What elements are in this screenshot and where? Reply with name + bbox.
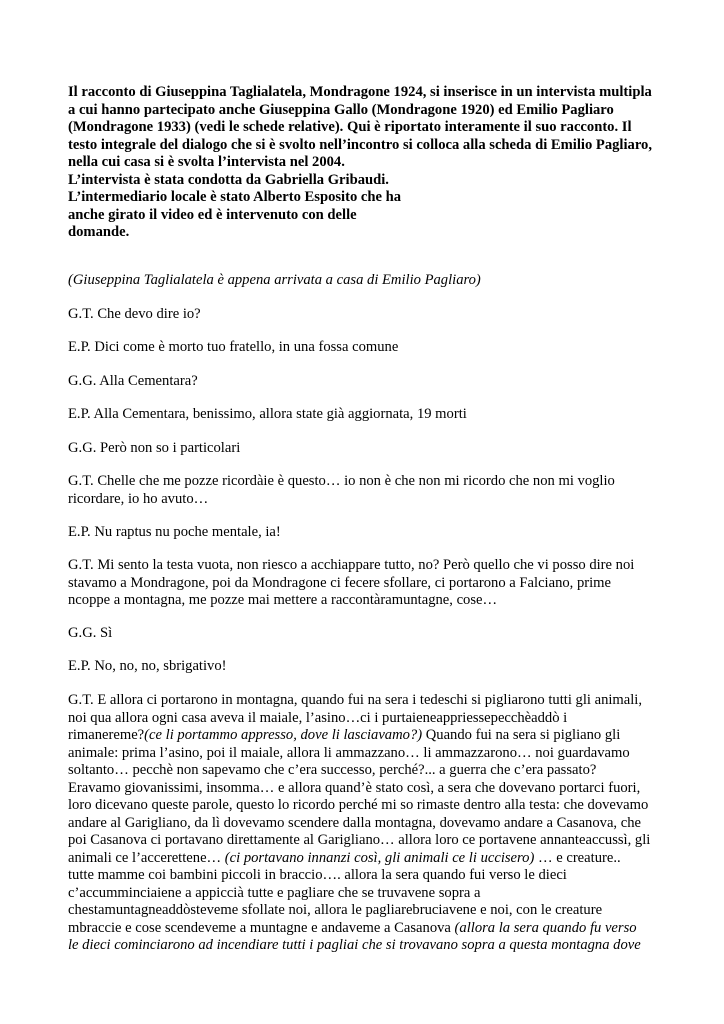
italic-translation: (allora la sera quando fu verso: [454, 919, 637, 936]
dialogue-line: G.T. Chelle che me pozze ricordàie è questo… io non è che non mi ricordo che non mi voglio: [68, 473, 615, 489]
text-span: … e creature..: [534, 849, 621, 866]
long-paragraph: [68, 692, 650, 955]
intro-line: anche girato il video ed è intervenuto con delle: [68, 206, 357, 223]
text-line: G.T. E allora ci portarono in montagna, quando fui na sera i tedeschi si pigliarono tutti gli animali,: [68, 692, 643, 708]
intro-line: a cui hanno partecipato anche Giuseppina Gallo (Mondragone 1920) ed Emilio Pagliaro: [68, 101, 614, 118]
dialogue-paragraph: [68, 473, 615, 508]
text-line: Eravamo giovanissimi, insomma… e allora quand’è stato così, a sera che dovevano portarci fuori,: [68, 779, 641, 796]
intro-line: domande.: [68, 224, 130, 240]
text-line: noi qua allora ogni casa aveva il maiale, l’asino…ci i purtaieneappriessepecchèaddò i: [68, 709, 568, 726]
italic-translation: (ci portavano innanzi così, gli animali ce li uccisero): [224, 849, 535, 866]
dialogue-line: stavamo a Mondragone, poi da Mondragone ci fecere sfollare, ci portarono a Falciano, prime: [68, 574, 612, 591]
text-span: animali ce l’accerettene…: [68, 849, 225, 866]
text-line: le dieci cominciarono ad incendiare tutti i pagliai che si trovavano sopra a questa montagna dove: [68, 937, 641, 953]
intro-paragraph: [68, 84, 658, 242]
text-span: Quando fui na sera si pigliano gli: [422, 727, 621, 743]
dialogue-paragraph: [68, 557, 634, 610]
document-page: [68, 84, 658, 953]
intro-line: Il racconto di Giuseppina Taglialatela, Mondragone 1924, si inserisce in un intervista multipla: [68, 84, 652, 100]
intro-line: L’intermediario locale è stato Alberto Esposito che ha: [68, 189, 402, 205]
text-span: rimanereme?: [68, 727, 145, 743]
italic-translation: (ce li portammo appresso, dove li lasciavamo?): [144, 727, 423, 743]
text-line: andare al Garigliano, da lì dovevamo scendere dalla montagna, dovevamo andare a Casanova, che: [68, 814, 641, 831]
intro-line: (Mondragone 1933) (vedi le schede relative). Qui è riportato interamente il suo racconto. Il: [68, 119, 632, 135]
dialogue-line: ncoppe a montagna, me pozze mai mettere a raccontàramuntagne, cose…: [68, 592, 498, 608]
dialogue-line: E.P. No, no, no, sbrigativo!: [68, 658, 227, 674]
dialogue-line: G.T. Che devo dire io?: [68, 306, 201, 322]
dialogue-line: G.G. Alla Cementara?: [68, 373, 198, 389]
dialogue-line: G.G. Sì: [68, 625, 113, 641]
text-line: [68, 727, 650, 745]
text-line: c’accumminciaiene a appiccià tutte e pagliare che se truvavene sopra a: [68, 884, 481, 901]
text-span: mbraccie e cose scendeveme a muntagne e andaveme a Casanova: [68, 919, 455, 936]
text-line: soltanto… pecchè non sapevamo che c’era successo, perché?... a guerra che c’era passato?: [68, 762, 597, 778]
intro-line: L’intervista è stata condotta da Gabriella Gribaudi.: [68, 171, 389, 188]
dialogue-line: E.P. Dici come è morto tuo fratello, in una fossa comune: [68, 339, 399, 355]
text-line: tutte mamme coi bambini piccoli in braccio…. allora la sera quando fui verso le dieci: [68, 867, 567, 883]
text-line: [68, 850, 650, 868]
text-line: chestamuntagneaddòsteveme sfollate noi, allora le pagliarebruciavene e noi, con le creature: [68, 902, 603, 918]
text-line: loro dicevano queste parole, questo lo ricordo perché mi so rimaste dentro alla testa: che dovevamo: [68, 797, 649, 813]
dialogue-line: G.T. Mi sento la testa vuota, non riesco a acchiappare tutto, no? Però quello che vi posso dire noi: [68, 557, 635, 573]
dialogue-line: G.G. Però non so i particolari: [68, 440, 241, 456]
intro-line: nella cui casa si è svolta l’intervista nel 2004.: [68, 154, 345, 170]
dialogue-line: E.P. Nu raptus nu poche mentale, ia!: [68, 524, 281, 540]
dialogue-line: E.P. Alla Cementara, benissimo, allora state già aggiornata, 19 morti: [68, 406, 467, 422]
text-line: animale: prima l’asino, poi il maiale, allora li ammazzano… li ammazzarono… noi guardavamo: [68, 744, 630, 761]
dialogue-line: ricordare, io ho avuto…: [68, 490, 209, 507]
text-line: [68, 920, 650, 938]
intro-line: testo integrale del dialogo che si è svolto nell’incontro si colloca alla scheda di Emilio Pagliaro,: [68, 136, 652, 153]
text-line: poi Casanova ci portavano direttamente al Garigliano… allora loro ce portavene annanteaccussì, gli: [68, 832, 651, 848]
stage-note: (Giuseppina Taglialatela è appena arrivata a casa di Emilio Pagliaro): [68, 272, 481, 288]
